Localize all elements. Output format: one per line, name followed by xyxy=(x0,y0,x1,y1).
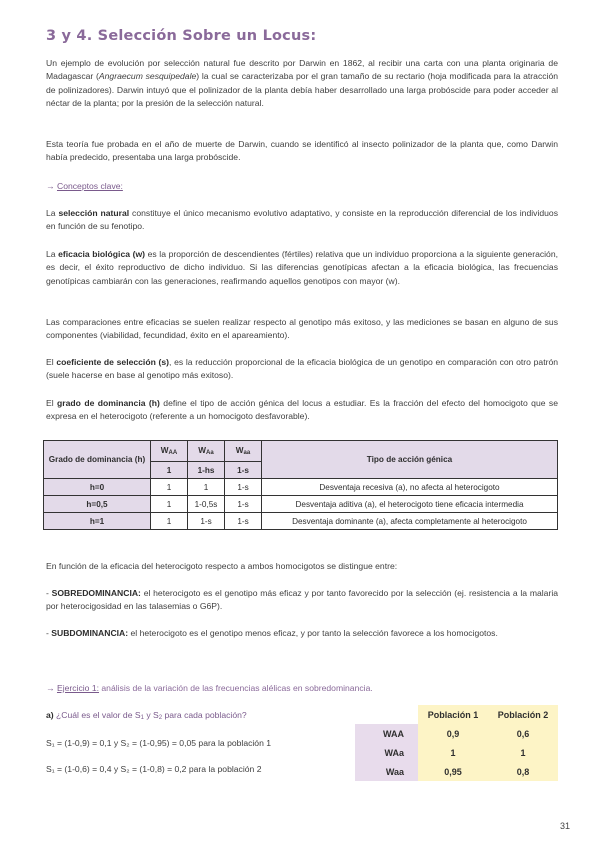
text-run: constituye el único mecanismo evolutivo adaptativo, y consiste en la reproducción diferencial de los individuos en función de su fenotipo. xyxy=(46,208,558,232)
cell-p2: 0,6 xyxy=(488,724,558,743)
intro-paragraph-1 xyxy=(46,57,558,111)
text-run: W xyxy=(235,446,244,455)
paragraph-comparaciones: Las comparaciones entre eficacias se suelen realizar respecto al genotipo más exitoso, y las mediciones se basan en alguno de sus componentes (viabilidad, fecundidad, éxito en el apareamiento). xyxy=(46,317,558,341)
term: coeficiente de selección (s) xyxy=(56,357,170,367)
exercise-description: análisis de la variación de las frecuencias alélicas en sobredominancia. xyxy=(99,683,373,693)
section-title: 3 y 4. Selección Sobre un Locus: xyxy=(46,28,317,44)
cell-p1: 0,95 xyxy=(418,762,488,781)
text-run: La xyxy=(46,249,59,259)
paragraph-eficacia-biologica xyxy=(46,248,558,288)
cell-wa: 1 xyxy=(188,479,225,496)
text-run: el heterocigoto es el genotipo más eficaz y por tanto favorecido por la selección (ej. resistencia a la malaria por heterocigosidad en las talasemias o G6P). xyxy=(46,588,559,612)
text-run: define el tipo de acción génica del locus a estudiar. Es la fracción del efecto del homocigoto que se expresa en el heterocigoto (referente a un homocigoto desfavorable). xyxy=(46,398,559,422)
cell-p1: 0,9 xyxy=(418,724,488,743)
cell-waa: 1 xyxy=(151,496,188,513)
arrow-icon: → xyxy=(46,181,55,191)
header-grado: Grado de dominancia (h) xyxy=(44,441,151,479)
cell-wa2: 1-s xyxy=(225,496,262,513)
cell-wa: 1-0,5s xyxy=(188,496,225,513)
text-run: , es la reducción proporcional de la eficacia biológica de un genotipo en comparación con otro patrón (suele hacerse en base al genotipo más exitoso). xyxy=(46,357,559,381)
cell-waa: 1 xyxy=(151,513,188,530)
cell-p2: 0,8 xyxy=(488,762,558,781)
table-row xyxy=(355,762,558,781)
header-tipo: Tipo de acción génica xyxy=(262,441,558,479)
concepts-heading-link[interactable]: Conceptos clave: xyxy=(56,181,123,191)
cell-p1: 1 xyxy=(418,743,488,762)
table-row xyxy=(355,743,558,762)
cell-tipo: Desventaja aditiva (a), el heterocigoto tiene eficacia intermedia xyxy=(262,496,558,513)
text-run: el heterocigoto es el genotipo menos eficaz, y por tanto la selección favorece a los homocigotos. xyxy=(128,628,498,638)
paragraph-grado-dominancia xyxy=(46,397,558,424)
cell-wa2: 1-s xyxy=(225,479,262,496)
cell-tipo: Desventaja dominante (a), afecta completamente al heterocigoto xyxy=(262,513,558,530)
table-row xyxy=(44,479,558,496)
dominance-intro: En función de la eficacia del heterocigoto respecto a ambos homocigotos se distingue entre: xyxy=(46,561,398,571)
table-row xyxy=(355,724,558,743)
text-run: El xyxy=(46,398,58,408)
header-poblacion-1: Población 1 xyxy=(418,705,488,724)
row-label: WAa xyxy=(355,743,418,762)
term: selección natural xyxy=(58,208,130,218)
answer-line-1: S₁ = (1-0,9) = 0,1 y S₂ = (1-0,95) = 0,05 para la población 1 xyxy=(46,738,272,748)
cell-wa: 1-s xyxy=(188,513,225,530)
population-table xyxy=(355,705,558,781)
table-row xyxy=(44,513,558,530)
text-run: ¿Cuál es el valor de S xyxy=(53,710,141,720)
text-run: es la proporción de descendientes (fértiles) relativa que un individuo proporciona a la siguiente generación, es decir, el éxito reproductivo de dicho individuo. Si las diferencias genotípicas afectan a la eficacia biológica, las frecuencias genotípicas cambiarán con las generaciones, reafirmando aquellos genotipos con mayor (w). xyxy=(46,249,559,286)
term: SOBREDOMINANCIA: xyxy=(51,588,141,598)
header-poblacion-2: Población 2 xyxy=(488,705,558,724)
header-wa2 xyxy=(225,441,262,462)
subscript: 2 xyxy=(158,715,163,721)
cell-wa2: 1-s xyxy=(225,513,262,530)
text-run: W xyxy=(198,446,207,455)
term: eficacia biológica (w) xyxy=(58,249,146,259)
exercise-label-link[interactable]: Ejercicio 1: xyxy=(56,683,100,693)
subscript: AA xyxy=(168,450,178,456)
species-name: Angraecum sesquipedale xyxy=(98,71,197,82)
arrow-icon: → xyxy=(46,683,55,693)
paragraph-coeficiente xyxy=(46,356,558,383)
concepts-heading xyxy=(46,180,558,193)
cell-h: h=0,5 xyxy=(44,496,151,513)
paragraph-seleccion-natural xyxy=(46,207,558,234)
paragraph-subdominancia xyxy=(46,627,558,640)
question-letter: a) xyxy=(46,710,54,720)
text-run: W xyxy=(160,446,169,455)
answer-line-2: S₁ = (1-0,6) = 0,4 y S₂ = (1-0,8) = 0,2 para la población 2 xyxy=(46,764,262,774)
header-wa xyxy=(188,441,225,462)
cell-tipo: Desventaja recesiva (a), no afecta al heterocigoto xyxy=(262,479,558,496)
cell-h: h=0 xyxy=(44,479,151,496)
subscript: 1 xyxy=(140,715,144,721)
subscript: aa xyxy=(243,450,251,456)
subheader-waa: 1 xyxy=(151,462,188,479)
exercise-heading xyxy=(46,682,558,695)
intro-paragraph-2: Esta teoría fue probada en el año de muerte de Darwin, cuando se identificó al insecto polinizador de la planta que, como Darwin había predecido, presentaba una larga probóscide. xyxy=(46,139,558,163)
cell-p2: 1 xyxy=(488,743,558,762)
term: grado de dominancia (h) xyxy=(57,398,160,408)
text-run: La xyxy=(46,208,59,218)
term: SUBDOMINANCIA: xyxy=(51,628,129,638)
header-waa xyxy=(151,441,188,462)
genic-action-table xyxy=(43,440,558,530)
cell-h: h=1 xyxy=(44,513,151,530)
row-label: WAA xyxy=(355,724,418,743)
text-run: - xyxy=(46,628,52,638)
row-label: Waa xyxy=(355,762,418,781)
text-run: y S xyxy=(143,710,159,720)
text-run: para cada población? xyxy=(162,710,247,720)
table-row xyxy=(44,496,558,513)
text-run: ) la cual se caracterizaba por el gran tamaño de su rectario (hoja modificada para la atracción de polinizadores). Darwin intuyó que el polinizador de la planta debía haber desarrollado una larga probóscide para poder acceder al néctar de la planta; por la presión de la selección natural. xyxy=(46,71,559,109)
cell-waa: 1 xyxy=(151,479,188,496)
subheader-wa: 1-hs xyxy=(188,462,225,479)
question-a xyxy=(46,709,346,725)
text-run: - xyxy=(46,588,52,598)
paragraph-sobredominancia xyxy=(46,587,558,614)
subheader-wa2: 1-s xyxy=(225,462,262,479)
page-number: 31 xyxy=(560,821,571,831)
text-run: Un ejemplo de evolución por selección natural fue descrito por Darwin en 1862, al recibir una carta con una planta originaria de Madagascar ( xyxy=(46,58,558,82)
text-run: El xyxy=(46,357,57,367)
subscript: Aa xyxy=(206,450,214,456)
corner-cell xyxy=(355,705,418,724)
